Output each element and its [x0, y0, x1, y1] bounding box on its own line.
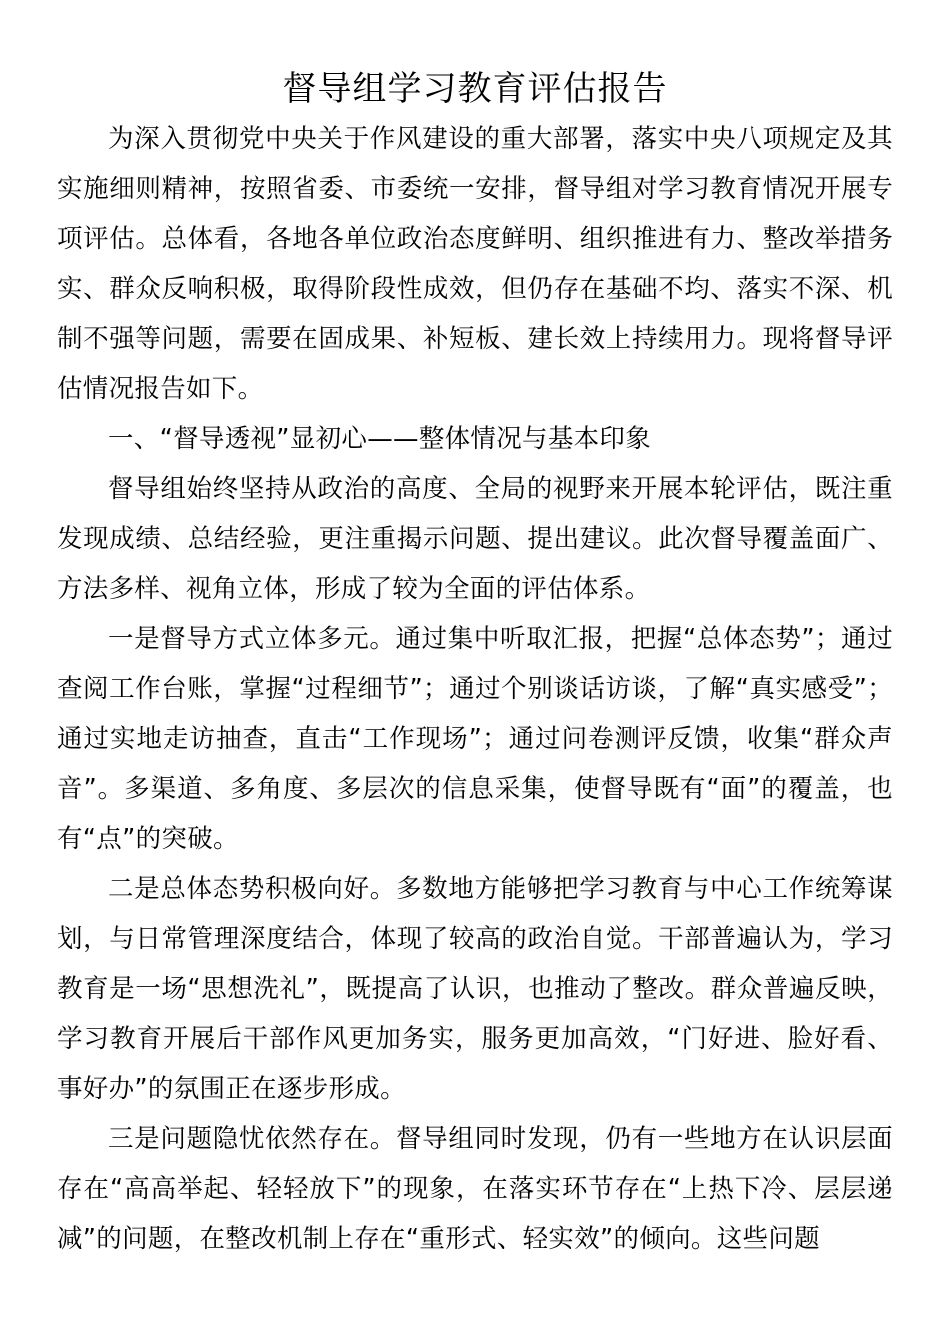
point-3-paragraph: 三是问题隐忧依然存在。督导组同时发现，仍有一些地方在认识层面存在“高高举起、轻轻放下”的现象，在落实环节存在“上热下冷、层层递减”的问题，在整改机制上存在“重形式、轻实效”的倾向。这些问题	[57, 1124, 893, 1254]
section-heading-1: 一、“督导透视”显初心——整体情况与基本印象	[108, 424, 652, 454]
intro-paragraph: 为深入贯彻党中央关于作风建设的重大部署，落实中央八项规定及其实施细则精神，按照省委、市委统一安排，督导组对学习教育情况开展专项评估。总体看，各地各单位政治态度鲜明、组织推进有力、整改举措务实、群众反响积极，取得阶段性成效，但仍存在基础不均、落实不深、机制不强等问题，需要在固成果、补短板、建长效上持续用力。现将督导评估情况报告如下。	[57, 124, 893, 404]
point-2-paragraph: 二是总体态势积极向好。多数地方能够把学习教育与中心工作统筹谋划，与日常管理深度结合，体现了较高的政治自觉。干部普遍认为，学习教育是一场“思想洗礼”，既提高了认识，也推动了整改。群众普遍反映，学习教育开展后干部作风更加务实，服务更加高效，“门好进、脸好看、事好办”的氛围正在逐步形成。	[57, 874, 893, 1104]
section-1-paragraph: 督导组始终坚持从政治的高度、全局的视野来开展本轮评估，既注重发现成绩、总结经验，更注重揭示问题、提出建议。此次督导覆盖面广、方法多样、视角立体，形成了较为全面的评估体系。	[57, 474, 893, 604]
document-title: 督导组学习教育评估报告	[282, 69, 668, 109]
point-1-paragraph: 一是督导方式立体多元。通过集中听取汇报，把握“总体态势”；通过查阅工作台账，掌握“过程细节”；通过个别谈话访谈，了解“真实感受”；通过实地走访抽查，直击“工作现场”；通过问卷测评反馈，收集“群众声音”。多渠道、多角度、多层次的信息采集，使督导既有“面”的覆盖，也有“点”的突破。	[57, 624, 893, 854]
document-body	[57, 114, 893, 1264]
